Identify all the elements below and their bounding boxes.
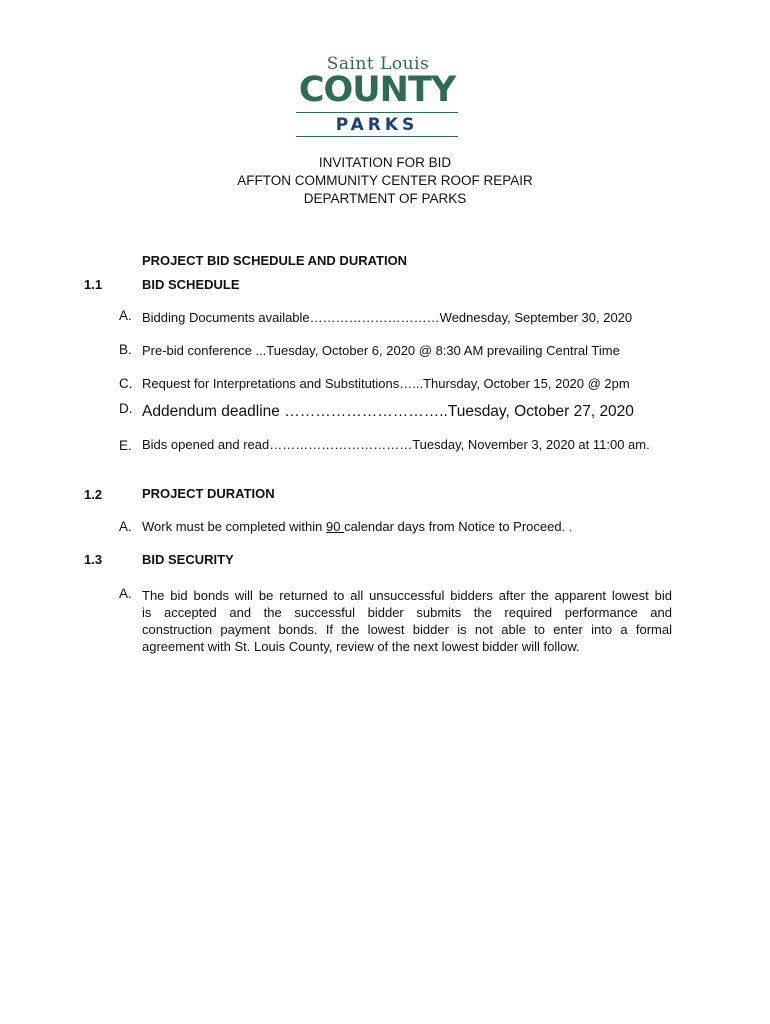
item-letter: D.	[119, 401, 133, 416]
paragraph-line: construction payment bonds. If the lowest bidder is not able to enter into a formal	[142, 622, 672, 637]
logo-script-text: Saint Louis	[326, 54, 430, 74]
item-letter: C.	[119, 376, 133, 391]
section-number-1-2: 1.2	[84, 487, 103, 502]
item-letter: A.	[119, 308, 132, 323]
logo-sub-text: PARKS	[335, 115, 419, 135]
item-bids-opened: Bids opened and read……………………………Tuesday, November 3, 2020 at 11:00 am.	[142, 437, 650, 452]
completion-text-after: calendar days from Notice to Proceed. .	[344, 519, 573, 534]
completion-days-underlined: 90	[326, 519, 345, 534]
header-line-1: INVITATION FOR BID	[318, 155, 452, 170]
item-letter: A.	[119, 586, 132, 601]
item-letter: A.	[119, 519, 132, 534]
item-bidding-documents: Bidding Documents available…………………………Wednesday, September 30, 2020	[142, 310, 633, 325]
item-pre-bid-conference: Pre-bid conference ...Tuesday, October 6, 2020 @ 8:30 AM prevailing Central Time	[142, 343, 620, 358]
section-title-bid-security: BID SECURITY	[142, 552, 234, 567]
item-addendum-deadline: Addendum deadline …………………………..Tuesday, October 27, 2020	[142, 403, 634, 420]
section-number-1-1: 1.1	[84, 277, 103, 292]
completion-text-before: Work must be completed within	[142, 519, 326, 534]
main-heading: PROJECT BID SCHEDULE AND DURATION	[142, 253, 408, 268]
section-number-1-3: 1.3	[84, 552, 103, 567]
section-title-project-duration: PROJECT DURATION	[142, 486, 275, 501]
item-letter: E.	[119, 438, 132, 453]
logo-rule-top	[296, 112, 458, 113]
item-letter: B.	[119, 342, 132, 357]
header-line-2: AFFTON COMMUNITY CENTER ROOF REPAIR	[237, 173, 533, 188]
bid-security-paragraph	[142, 587, 672, 655]
logo-main-text: COUNTY	[298, 70, 456, 110]
logo-rule-bottom	[296, 136, 458, 137]
paragraph-line: The bid bonds will be returned to all unsuccessful bidders after the apparent lowest bid	[142, 588, 672, 603]
paragraph-line: is accepted and the successful bidder submits the required performance and	[142, 605, 672, 620]
header-line-3: DEPARTMENT OF PARKS	[303, 191, 467, 206]
paragraph-line: agreement with St. Louis County, review of the next lowest bidder will follow.	[142, 639, 580, 654]
item-interpretations: Request for Interpretations and Substitutions…...Thursday, October 15, 2020 @ 2pm	[142, 376, 630, 391]
saint-louis-county-parks-logo	[294, 54, 460, 140]
item-work-completion	[142, 519, 572, 534]
section-title-bid-schedule: BID SCHEDULE	[142, 277, 240, 292]
